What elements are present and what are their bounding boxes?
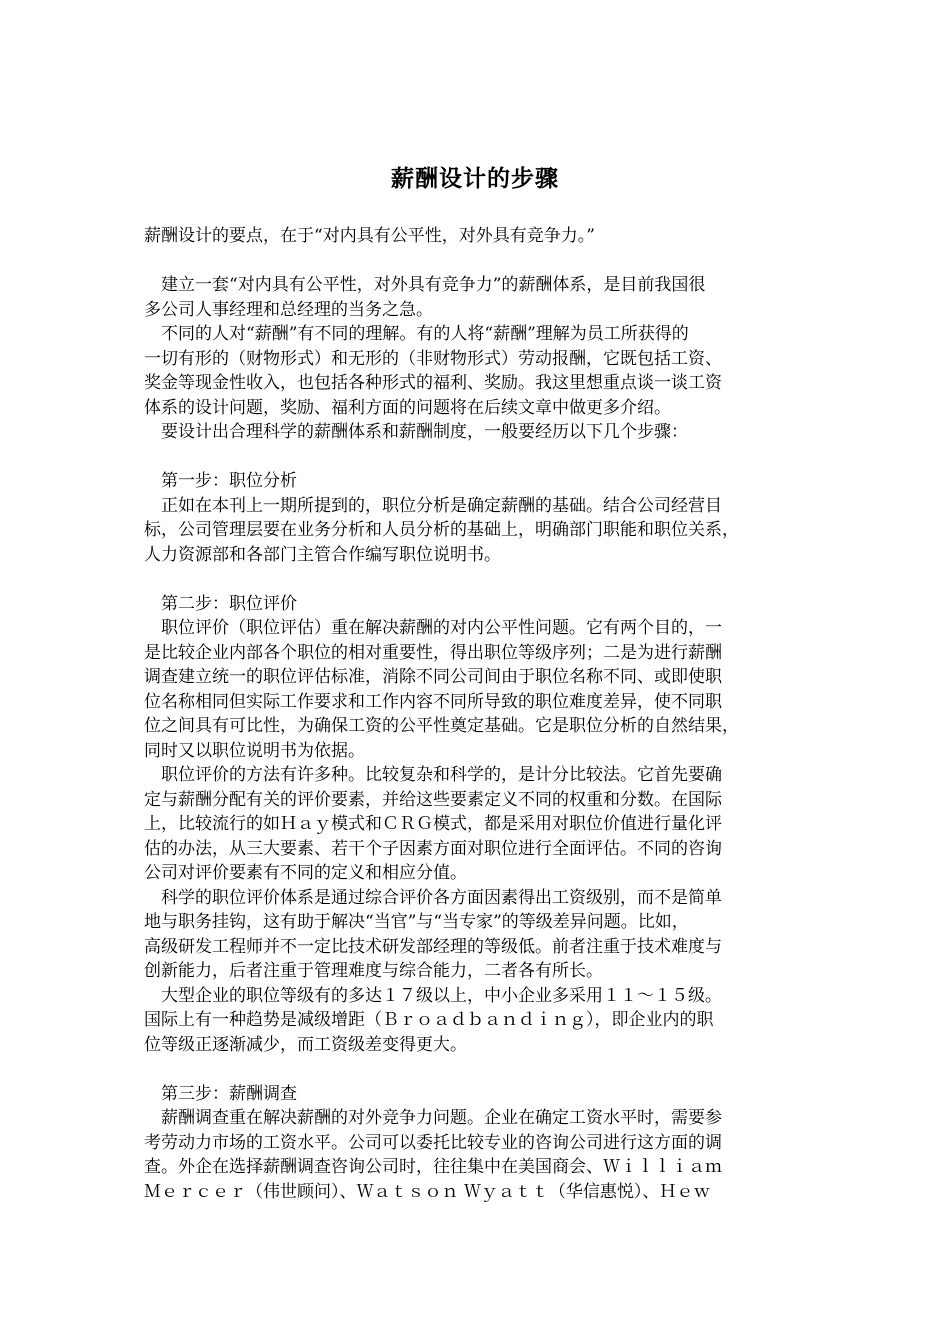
text-line: 地与职务挂钩，这有助于解决“当官”与“当专家”的等级差异问题。比如， <box>144 912 689 932</box>
text-line: 第一步：职位分析 <box>144 471 297 491</box>
text-line: 位等级正逐渐减少，而工资级差变得更大。 <box>144 1034 467 1055</box>
blank-line <box>144 567 824 592</box>
text-line: 职位评价（职位评估）重在解决薪酬的对内公平性问题。它有两个目的，一 <box>144 618 722 638</box>
text-line: 不同的人对“薪酬”有不同的理解。有的人将“薪酬”理解为员工所获得的 <box>144 324 689 344</box>
text-line: 高级研发工程师并不一定比技术研发部经理的等级低。前者注重于技术难度与 <box>144 936 722 957</box>
text-line: Ｍｅｒｃｅｒ（伟世顾问）、Ｗａｔｓｏｎ Ｗｙａｔｔ（华信惠悦）、Ｈｅｗ <box>144 1181 711 1202</box>
text-line: 位名称相同但实际工作要求和工作内容不同所导致的职位难度差异，使不同职 <box>144 691 722 712</box>
text-line: 奖金等现金性收入，也包括各种形式的福利、奖励。我这里想重点谈一谈工资 <box>144 373 722 393</box>
text-line: 正如在本刊上一期所提到的，职位分析是确定薪酬的基础。结合公司经营目 <box>144 495 722 516</box>
text-line: 要设计出合理科学的薪酬体系和薪酬制度，一般要经历以下几个步骤： <box>144 422 688 442</box>
text-line: 人力资源部和各部门主管合作编写职位说明书。 <box>144 544 501 565</box>
text-line: 国际上有一种趋势是减级增距（Ｂｒｏａｄｂａｎｄｉｎｇ），即企业内的职 <box>144 1010 714 1030</box>
text-line: 多公司人事经理和总经理的当务之急。 <box>144 299 433 320</box>
text-line: 大型企业的职位等级有的多达１７级以上，中小企业多采用１１～１５级。 <box>144 985 722 1006</box>
text-line: 标，公司管理层要在业务分析和人员分析的基础上，明确部门职能和职位关系， <box>144 520 739 540</box>
text-line: 职位评价的方法有许多种。比较复杂和科学的，是计分比较法。它首先要确 <box>144 765 722 785</box>
text-line: 科学的职位评价体系是通过综合评价各方面因素得出工资级别，而不是简单 <box>144 887 722 908</box>
text-line: 估的办法，从三大要素、若干个子因素方面对职位进行全面评估。不同的咨询 <box>144 838 722 859</box>
text-line: 查。外企在选择薪酬调查咨询公司时，往往集中在美国商会、Ｗｉｌｌｉａｍ <box>144 1157 722 1177</box>
text-line: 调查建立统一的职位评估标准，消除不同公司间由于职位名称不同、或即使职 <box>144 667 722 687</box>
text-line: 薪酬设计的要点，在于“对内具有公平性，对外具有竞争力。” <box>144 226 595 246</box>
text-line: 上，比较流行的如Ｈａｙ模式和ＣＲＧ模式，都是采用对职位价值进行量化评 <box>144 814 722 834</box>
text-line: 建立一套“对内具有公平性，对外具有竞争力”的薪酬体系，是目前我国很 <box>144 275 706 295</box>
text-line: 定与薪酬分配有关的评价要素，并给这些要素定义不同的权重和分数。在国际 <box>144 789 722 810</box>
text-line: 体系的设计问题，奖励、福利方面的问题将在后续文章中做更多介绍。 <box>144 397 671 418</box>
text-line: 一切有形的（财物形式）和无形的（非财物形式）劳动报酬，它既包括工资、 <box>144 348 722 369</box>
text-line: 第二步：职位评价 <box>144 593 297 614</box>
text-line: 第三步：薪酬调查 <box>144 1083 297 1104</box>
text-line: 同时又以职位说明书为依据。 <box>144 740 365 761</box>
document-body <box>144 224 824 1204</box>
blank-line <box>144 445 824 470</box>
blank-line <box>144 1057 824 1082</box>
text-line: 薪酬调查重在解决薪酬的对外竞争力问题。企业在确定工资水平时，需要参 <box>144 1108 722 1128</box>
blank-line <box>144 249 824 274</box>
text-line: 位之间具有可比性，为确保工资的公平性奠定基础。它是职位分析的自然结果， <box>144 716 739 736</box>
text-line: 创新能力，后者注重于管理难度与综合能力，二者各有所长。 <box>144 961 603 981</box>
text-line: 考劳动力市场的工资水平。公司可以委托比较专业的咨询公司进行这方面的调 <box>144 1132 722 1153</box>
text-line: 是比较企业内部各个职位的相对重要性，得出职位等级序列；二是为进行薪酬 <box>144 642 722 663</box>
text-line: 公司对评价要素有不同的定义和相应分值。 <box>144 863 467 883</box>
page-title: 薪酬设计的步骤 <box>391 165 559 192</box>
